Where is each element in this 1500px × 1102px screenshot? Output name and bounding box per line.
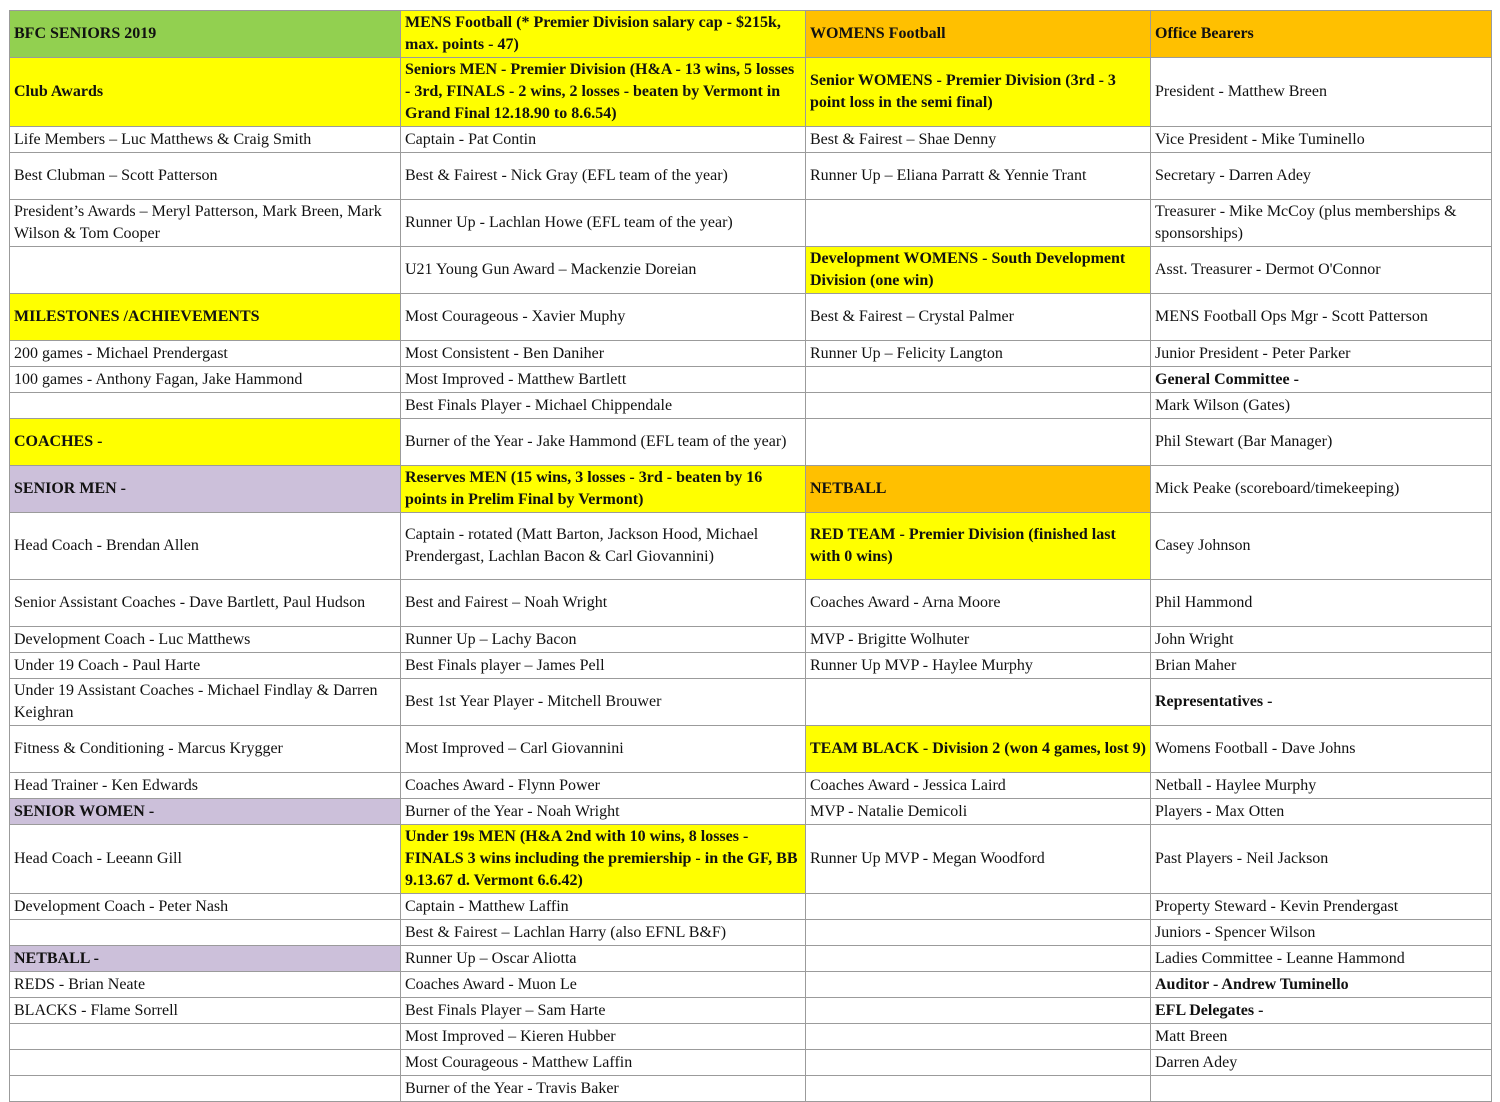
table-cell[interactable]: General Committee - [1151,367,1492,393]
table-row [10,920,1492,946]
table-row [10,393,1492,419]
table-cell[interactable]: Womens Football - Dave Johns [1151,726,1492,773]
table-cell[interactable]: Runner Up MVP - Megan Woodford [806,825,1151,894]
table-cell[interactable] [10,247,401,294]
table-cell[interactable]: Mark Wilson (Gates) [1151,393,1492,419]
table-cell[interactable]: Asst. Treasurer - Dermot O'Connor [1151,247,1492,294]
table-cell[interactable]: Captain - Matthew Laffin [401,894,806,920]
table-row [10,200,1492,247]
table-row [10,679,1492,726]
table-cell[interactable]: Club Awards [10,58,401,127]
table-cell[interactable]: Burner of the Year - Jake Hammond (EFL team of the year) [401,419,806,466]
table-cell[interactable]: Phil Stewart (Bar Manager) [1151,419,1492,466]
table-cell[interactable]: Most Consistent - Ben Daniher [401,341,806,367]
table-cell[interactable] [10,920,401,946]
table-cell[interactable]: Casey Johnson [1151,513,1492,580]
table-cell[interactable]: 200 games - Michael Prendergast [10,341,401,367]
table-cell[interactable]: Development WOMENS - South Development Division (one win) [806,247,1151,294]
table-cell[interactable]: Best & Fairest - Nick Gray (EFL team of the year) [401,153,806,200]
table-cell[interactable] [806,920,1151,946]
table-cell[interactable]: Most Improved - Matthew Bartlett [401,367,806,393]
table-row [10,580,1492,627]
table-cell[interactable]: Captain - rotated (Matt Barton, Jackson Hood, Michael Prendergast, Lachlan Bacon & Carl Giovannini) [401,513,806,580]
table-row [10,1076,1492,1102]
table-cell[interactable]: Life Members – Luc Matthews & Craig Smith [10,127,401,153]
table-row [10,153,1492,200]
table-cell[interactable]: BLACKS - Flame Sorrell [10,998,401,1024]
table-cell[interactable]: Most Improved – Kieren Hubber [401,1024,806,1050]
table-cell[interactable] [806,679,1151,726]
table-cell[interactable]: 100 games - Anthony Fagan, Jake Hammond [10,367,401,393]
table-cell[interactable]: RED TEAM - Premier Division (finished last with 0 wins) [806,513,1151,580]
table-row [10,127,1492,153]
table-cell[interactable]: U21 Young Gun Award – Mackenzie Doreian [401,247,806,294]
table-cell[interactable]: Past Players - Neil Jackson [1151,825,1492,894]
spreadsheet [9,10,1491,1102]
table-cell[interactable]: Best and Fairest – Noah Wright [401,580,806,627]
table-row [10,773,1492,799]
table-cell[interactable]: Best & Fairest – Crystal Palmer [806,294,1151,341]
table-cell[interactable]: COACHES - [10,419,401,466]
table-row [10,513,1492,580]
table-cell[interactable]: Fitness & Conditioning - Marcus Krygger [10,726,401,773]
table-cell[interactable]: Netball - Haylee Murphy [1151,773,1492,799]
table-cell[interactable]: SENIOR WOMEN - [10,799,401,825]
table-cell[interactable]: Runner Up - Lachlan Howe (EFL team of the year) [401,200,806,247]
table-cell[interactable] [806,200,1151,247]
table-cell[interactable]: John Wright [1151,627,1492,653]
table-cell[interactable]: Mick Peake (scoreboard/timekeeping) [1151,466,1492,513]
table-cell[interactable] [1151,1076,1492,1102]
table-cell[interactable]: Head Coach - Leeann Gill [10,825,401,894]
table-cell[interactable]: Players - Max Otten [1151,799,1492,825]
table-cell[interactable]: Auditor - Andrew Tuminello [1151,972,1492,998]
table-cell[interactable]: Best & Fairest – Lachlan Harry (also EFNL B&F) [401,920,806,946]
table-cell[interactable]: Representatives - [1151,679,1492,726]
table-row [10,946,1492,972]
table-cell[interactable]: Captain - Pat Contin [401,127,806,153]
table-row [10,726,1492,773]
table-cell[interactable]: NETBALL - [10,946,401,972]
table-row [10,1050,1492,1076]
header-cell[interactable]: Office Bearers [1151,11,1492,58]
table-cell[interactable] [806,946,1151,972]
table-cell[interactable]: Coaches Award - Muon Le [401,972,806,998]
table-cell[interactable]: President - Matthew Breen [1151,58,1492,127]
table-cell[interactable]: Burner of the Year - Noah Wright [401,799,806,825]
table-cell[interactable]: Head Coach - Brendan Allen [10,513,401,580]
header-cell[interactable]: MENS Football (* Premier Division salary cap - $215k, max. points - 47) [401,11,806,58]
awards-table [9,10,1492,1102]
table-row [10,627,1492,653]
table-cell[interactable] [10,393,401,419]
table-cell[interactable]: Under 19 Coach - Paul Harte [10,653,401,679]
table-cell[interactable]: Brian Maher [1151,653,1492,679]
table-cell[interactable]: Best Finals Player - Michael Chippendale [401,393,806,419]
table-cell[interactable]: MENS Football Ops Mgr - Scott Patterson [1151,294,1492,341]
table-cell[interactable]: Runner Up – Felicity Langton [806,341,1151,367]
table-cell[interactable] [806,1076,1151,1102]
table-cell[interactable] [10,1050,401,1076]
table-cell[interactable]: Runner Up MVP - Haylee Murphy [806,653,1151,679]
table-cell[interactable]: Juniors - Spencer Wilson [1151,920,1492,946]
table-cell[interactable]: Runner Up – Oscar Aliotta [401,946,806,972]
table-cell[interactable]: SENIOR MEN - [10,466,401,513]
table-cell[interactable]: Coaches Award - Flynn Power [401,773,806,799]
table-cell[interactable]: Development Coach - Peter Nash [10,894,401,920]
table-cell[interactable]: Burner of the Year - Travis Baker [401,1076,806,1102]
table-cell[interactable]: EFL Delegates - [1151,998,1492,1024]
table-cell[interactable]: Best Finals Player – Sam Harte [401,998,806,1024]
table-cell[interactable] [10,1076,401,1102]
table-row [10,998,1492,1024]
header-row [10,11,1492,58]
table-cell[interactable]: Matt Breen [1151,1024,1492,1050]
table-row [10,466,1492,513]
table-cell[interactable]: Most Courageous - Matthew Laffin [401,1050,806,1076]
table-cell[interactable]: Most Improved – Carl Giovannini [401,726,806,773]
table-cell[interactable]: Development Coach - Luc Matthews [10,627,401,653]
table-cell[interactable]: President’s Awards – Meryl Patterson, Mark Breen, Mark Wilson & Tom Cooper [10,200,401,247]
table-row [10,294,1492,341]
table-row [10,825,1492,894]
table-cell[interactable] [806,1024,1151,1050]
table-cell[interactable]: Best Clubman – Scott Patterson [10,153,401,200]
table-row [10,653,1492,679]
table-row [10,419,1492,466]
table-row [10,972,1492,998]
table-cell[interactable]: MILESTONES /ACHIEVEMENTS [10,294,401,341]
table-cell[interactable]: NETBALL [806,466,1151,513]
table-cell[interactable]: Runner Up – Eliana Parratt & Yennie Trant [806,153,1151,200]
table-cell[interactable]: Senior Assistant Coaches - Dave Bartlett, Paul Hudson [10,580,401,627]
table-cell[interactable]: Property Steward - Kevin Prendergast [1151,894,1492,920]
table-cell[interactable] [806,393,1151,419]
table-cell[interactable]: Reserves MEN (15 wins, 3 losses - 3rd - beaten by 16 points in Prelim Final by Vermont) [401,466,806,513]
table-row [10,1024,1492,1050]
table-cell[interactable]: Senior WOMENS - Premier Division (3rd - 3 point loss in the semi final) [806,58,1151,127]
table-cell[interactable]: Under 19 Assistant Coaches - Michael Findlay & Darren Keighran [10,679,401,726]
table-cell[interactable]: Best 1st Year Player - Mitchell Brouwer [401,679,806,726]
header-cell[interactable]: WOMENS Football [806,11,1151,58]
table-cell[interactable] [806,419,1151,466]
table-cell[interactable]: Treasurer - Mike McCoy (plus memberships & sponsorships) [1151,200,1492,247]
table-cell[interactable] [806,894,1151,920]
table-cell[interactable]: Darren Adey [1151,1050,1492,1076]
table-row [10,341,1492,367]
table-row [10,367,1492,393]
table-cell[interactable]: REDS - Brian Neate [10,972,401,998]
table-cell[interactable]: Phil Hammond [1151,580,1492,627]
table-cell[interactable]: Vice President - Mike Tuminello [1151,127,1492,153]
table-row [10,799,1492,825]
table-row [10,58,1492,127]
table-cell[interactable]: Secretary - Darren Adey [1151,153,1492,200]
header-cell[interactable]: BFC SENIORS 2019 [10,11,401,58]
table-cell[interactable]: Junior President - Peter Parker [1151,341,1492,367]
table-cell[interactable]: TEAM BLACK - Division 2 (won 4 games, lost 9) [806,726,1151,773]
table-cell[interactable]: Best & Fairest – Shae Denny [806,127,1151,153]
table-cell[interactable]: Seniors MEN - Premier Division (H&A - 13 wins, 5 losses - 3rd, FINALS - 2 wins, 2 losses - beaten by Vermont in Grand Final 12.18.90 to 8.6.54) [401,58,806,127]
table-cell[interactable]: MVP - Natalie Demicoli [806,799,1151,825]
table-cell[interactable]: Most Courageous - Xavier Muphy [401,294,806,341]
table-cell[interactable]: Coaches Award - Arna Moore [806,580,1151,627]
table-cell[interactable] [806,367,1151,393]
table-row [10,894,1492,920]
table-cell[interactable]: Head Trainer - Ken Edwards [10,773,401,799]
table-cell[interactable]: Under 19s MEN (H&A 2nd with 10 wins, 8 losses - FINALS 3 wins including the premiership - in the GF, BB 9.13.67 d. Vermont 6.6.42) [401,825,806,894]
table-cell[interactable]: Best Finals player – James Pell [401,653,806,679]
table-cell[interactable] [806,972,1151,998]
table-row [10,247,1492,294]
table-cell[interactable] [10,1024,401,1050]
table-cell[interactable]: Runner Up – Lachy Bacon [401,627,806,653]
table-cell[interactable] [806,998,1151,1024]
table-cell[interactable]: Ladies Committee - Leanne Hammond [1151,946,1492,972]
table-cell[interactable]: MVP - Brigitte Wolhuter [806,627,1151,653]
table-cell[interactable]: Coaches Award - Jessica Laird [806,773,1151,799]
table-cell[interactable] [806,1050,1151,1076]
